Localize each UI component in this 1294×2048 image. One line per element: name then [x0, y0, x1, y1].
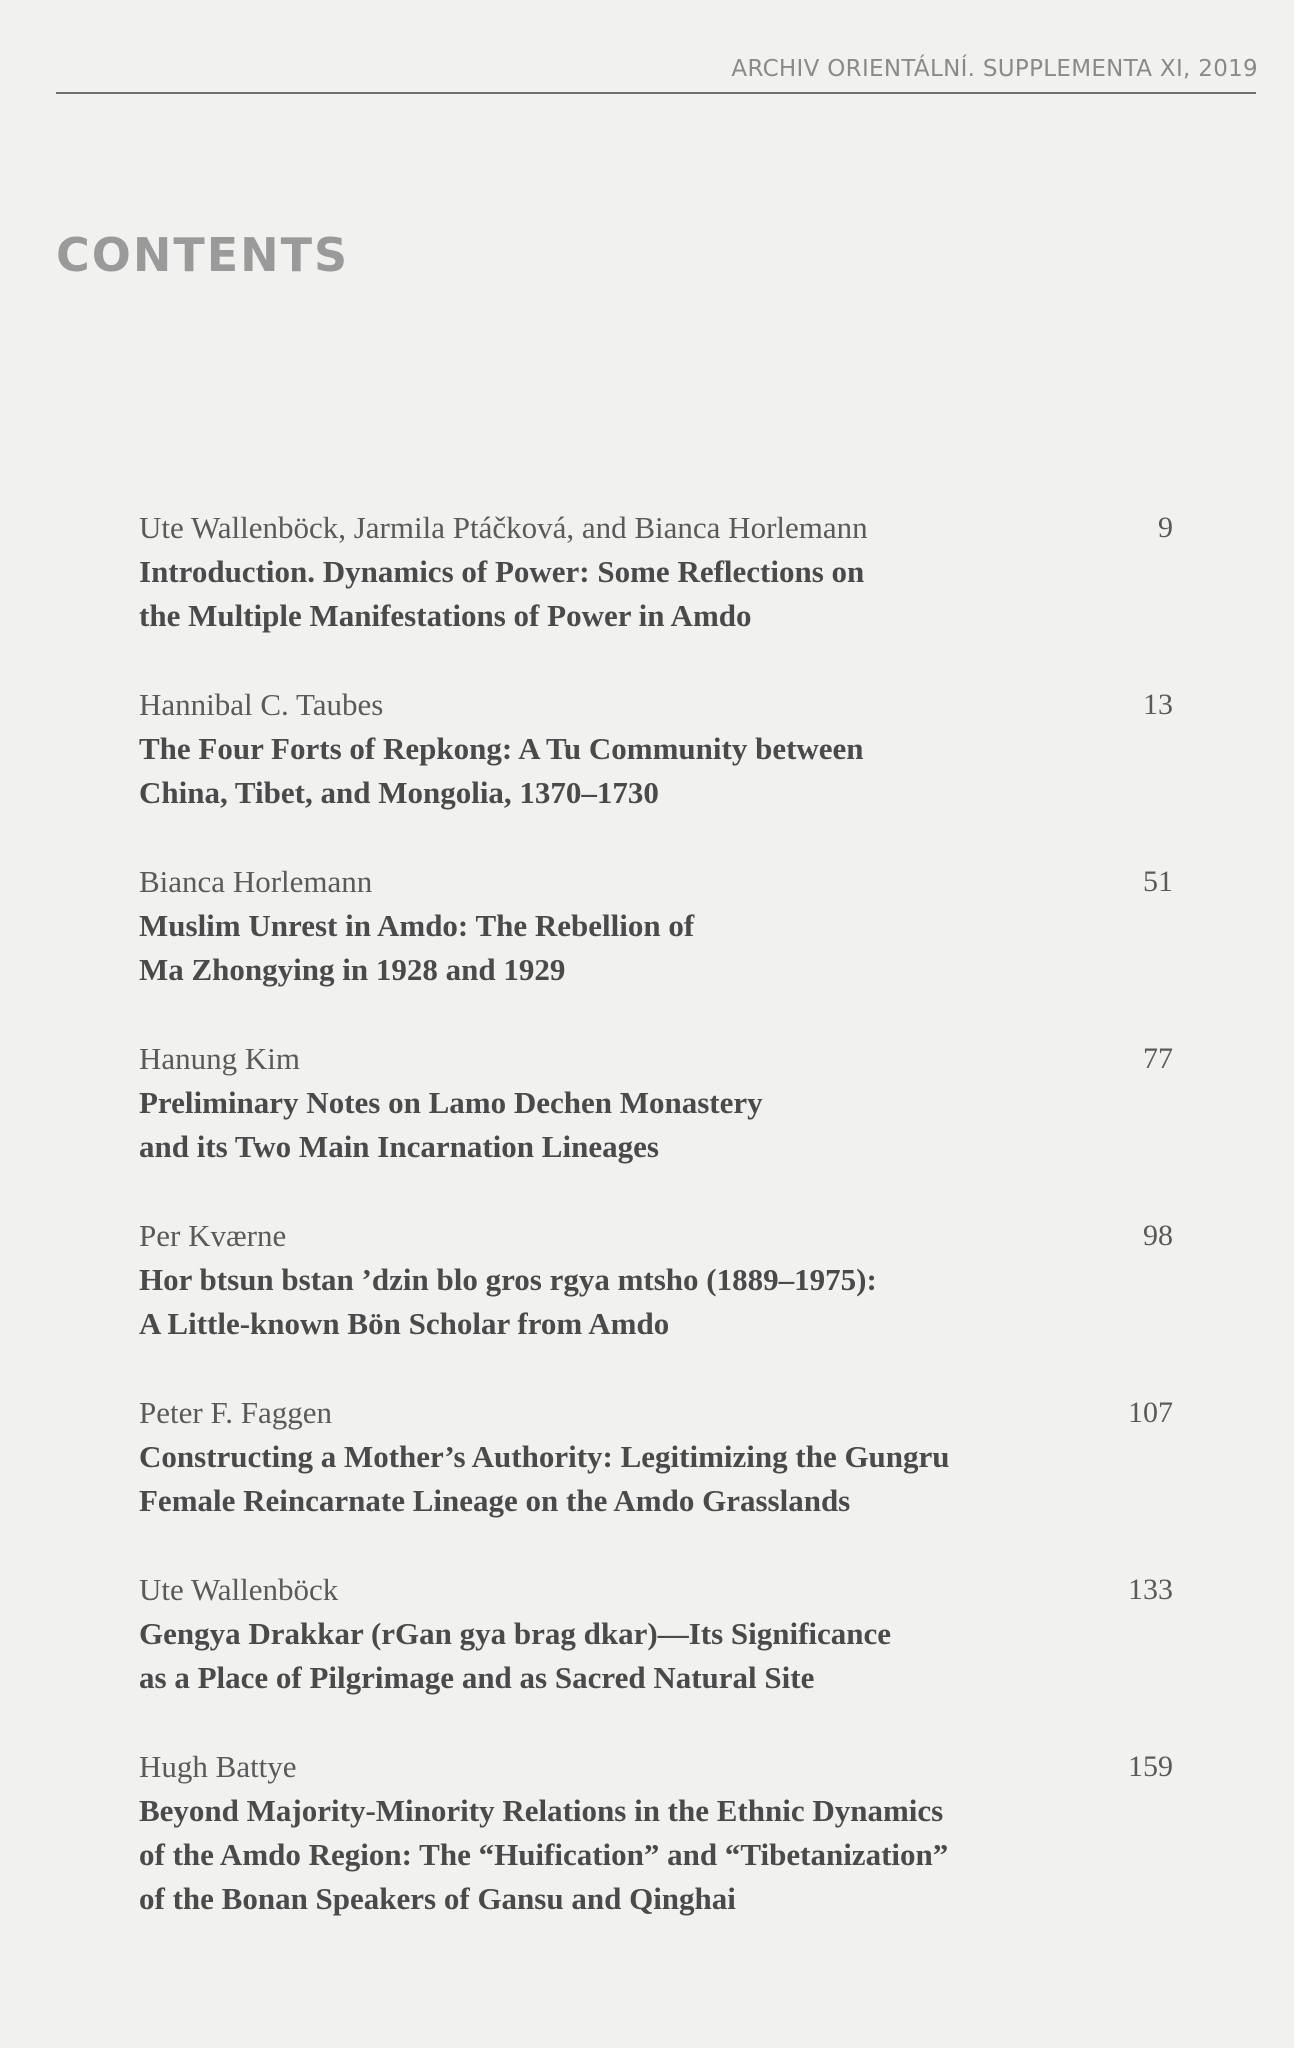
entry-title-line: Ma Zhongying in 1928 and 1929 [139, 952, 566, 987]
entry-title-line: Gengya Drakkar (rGan gya brag dkar)—Its Significance [139, 1616, 892, 1651]
toc-entry [139, 683, 1173, 860]
entry-title-line: of the Amdo Region: The “Huification” and “Tibetanization” [139, 1837, 949, 1872]
entry-title-line: A Little-known Bön Scholar from Amdo [139, 1306, 670, 1341]
toc-entry [139, 1568, 1173, 1745]
entry-page-number: 9 [1158, 511, 1173, 544]
entry-title-line: as a Place of Pilgrimage and as Sacred Natural Site [139, 1660, 815, 1695]
entry-page-number: 77 [1143, 1042, 1173, 1075]
entry-author: Bianca Horlemann [139, 864, 373, 899]
entry-page-number: 51 [1143, 865, 1173, 898]
contents-heading: CONTENTS [56, 228, 350, 282]
entry-author: Hanung Kim [139, 1041, 301, 1076]
entry-page-number: 159 [1128, 1750, 1173, 1783]
entry-title-line: Muslim Unrest in Amdo: The Rebellion of [139, 908, 695, 943]
toc-entry [139, 506, 1173, 683]
entry-author: Hugh Battye [139, 1749, 297, 1784]
entry-author: Per Kværne [139, 1218, 287, 1253]
entry-title-line: Preliminary Notes on Lamo Dechen Monastery [139, 1085, 763, 1120]
header-rule [56, 92, 1256, 94]
toc-entry [139, 860, 1173, 1037]
entry-page-number: 13 [1143, 688, 1173, 721]
entry-title-line: Constructing a Mother’s Authority: Legitimizing the Gungru [139, 1439, 950, 1474]
entry-title-line: Female Reincarnate Lineage on the Amdo Grasslands [139, 1483, 851, 1518]
entry-title-line: Introduction. Dynamics of Power: Some Reflections on [139, 554, 865, 589]
entry-title-line: Hor btsun bstan ’dzin blo gros rgya mtsho (1889–1975): [139, 1262, 877, 1297]
toc-entry [139, 1745, 1173, 1965]
toc-entry [139, 1391, 1173, 1568]
entry-title-line: Beyond Majority-Minority Relations in the Ethnic Dynamics [139, 1793, 944, 1828]
entry-author: Ute Wallenböck [139, 1572, 339, 1607]
entry-title-line: The Four Forts of Repkong: A Tu Community between [139, 731, 864, 766]
toc-entry [139, 1214, 1173, 1391]
entry-title-line: China, Tibet, and Mongolia, 1370–1730 [139, 775, 659, 810]
toc-entry [139, 1037, 1173, 1214]
entry-author: Ute Wallenböck, Jarmila Ptáčková, and Bianca Horlemann [139, 510, 868, 545]
entry-page-number: 133 [1128, 1573, 1173, 1606]
entry-page-number: 98 [1143, 1219, 1173, 1252]
entry-page-number: 107 [1128, 1396, 1173, 1429]
entry-author: Hannibal C. Taubes [139, 687, 384, 722]
entry-title-line: and its Two Main Incarnation Lineages [139, 1129, 659, 1164]
entry-title-line: of the Bonan Speakers of Gansu and Qinghai [139, 1881, 736, 1916]
entry-title-line: the Multiple Manifestations of Power in Amdo [139, 598, 752, 633]
running-head: ARCHIV ORIENTÁLNÍ. SUPPLEMENTA XI, 2019 [731, 56, 1258, 82]
entry-author: Peter F. Faggen [139, 1395, 332, 1430]
table-of-contents [139, 506, 1173, 1965]
